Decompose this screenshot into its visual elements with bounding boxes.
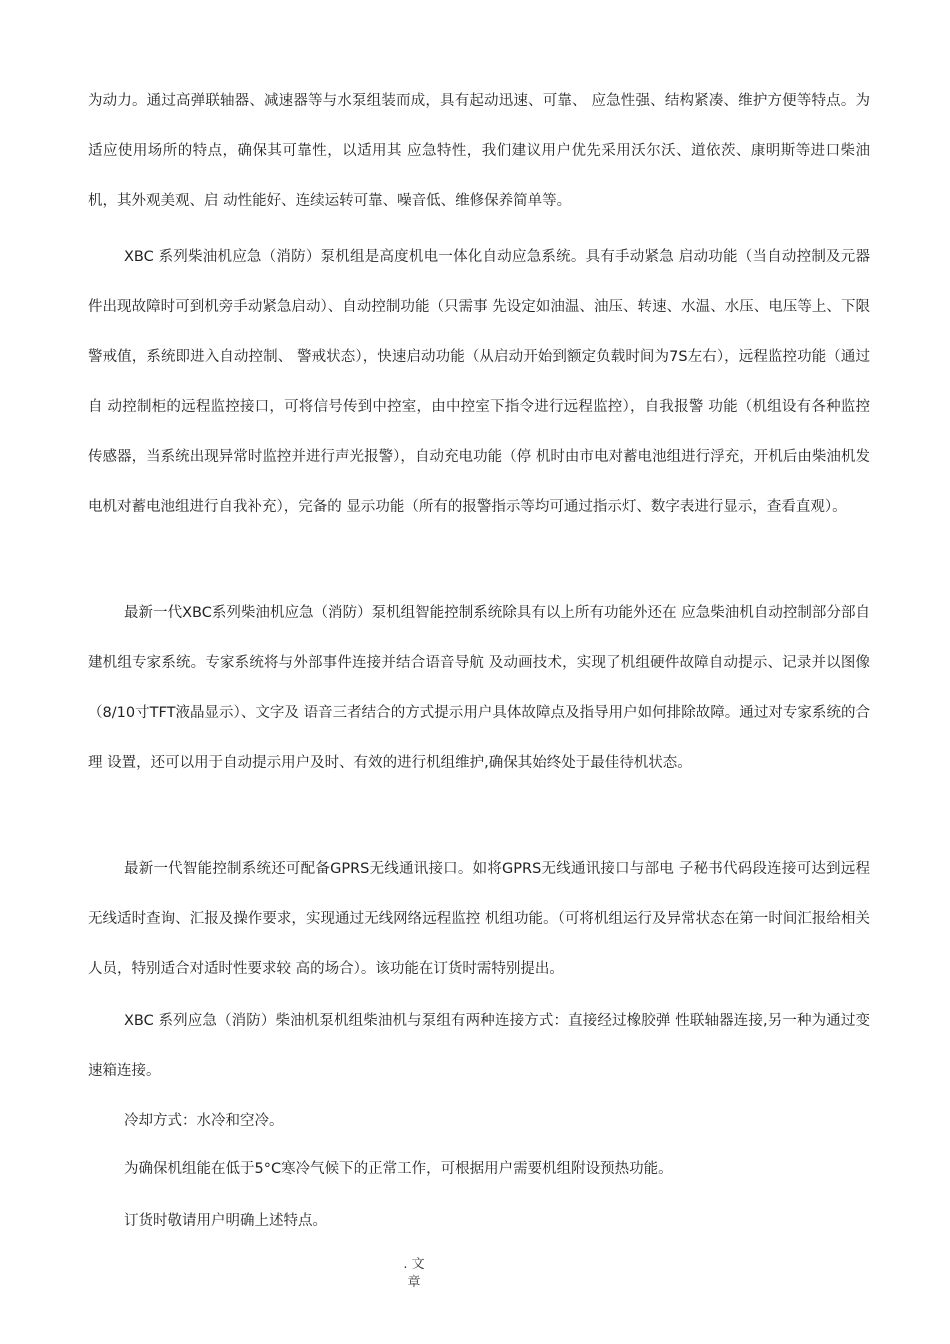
line-order-note: 订货时敬请用户明确上述特点。 — [124, 1213, 327, 1229]
footer-line-1: . 文 — [403, 1257, 425, 1272]
line-preheat-function: 为确保机组能在低于5°C寒冷气候下的正常工作，可根据用户需要机组附设预热功能。 — [124, 1161, 673, 1177]
paragraph-connection-methods: XBC 系列应急（消防）柴油机泵机组柴油机与泵组有两种连接方式：直接经过橡胶弹 性联轴器连接,另一种为通过变速箱连接。 — [88, 1013, 870, 1079]
line-cooling-method: 冷却方式：水冷和空冷。 — [124, 1113, 284, 1129]
paragraph-pump-assembly: 为动力。通过高弹联轴器、减速器等与水泵组装而成，具有起动迅速、可靠、 应急性强、结构紧凑、维护方便等特点。为适应使用场所的特点，确保其可靠性，以适用其 应急特性，我们建议用户优先采用沃尔沃、道依茨、康明斯等进口柴油机，其外观美观、启 动性能好、连续运转可靠、噪音低、维修保养简单等。 — [88, 93, 870, 209]
paragraph-xbc-functions: XBC 系列柴油机应急（消防）泵机组是高度机电一体化自动应急系统。具有手动紧急 启动功能（当自动控制及元器件出现故障时可到机旁手动紧急启动）、自动控制功能（只需事 先设定如油温、油压、转速、水温、水压、电压等上、下限警戒值，系统即进入自动控制、 警戒状态），快速启动功能（从启动开始到额定负载时间为7S左右），远程监控功能（通过自 动控制柜的远程监控接口，可将信号传到中控室，由中控室下指令进行远程监控），自我报警 功能（机组设有各种监控传感器，当系统出现异常时监控并进行声光报警），自动充电功能（停 机时由市电对蓄电池组进行浮充，开机后由柴油机发电机对蓄电池组进行自我补充），完备的 显示功能（所有的报警指示等均可通过指示灯、数字表进行显示，查看直观）。 — [88, 249, 870, 515]
page-footer — [394, 1256, 434, 1292]
footer-line-2: 章 — [407, 1275, 421, 1290]
paragraph-expert-system: 最新一代XBC系列柴油机应急（消防）泵机组智能控制系统除具有以上所有功能外还在 应急柴油机自动控制部分部自建机组专家系统。专家系统将与外部事件连接并结合语音导航 及动画技术，实现了机组硬件故障自动提示、记录并以图像（8/10寸TFT液晶显示）、文字及 语音三者结合的方式提示用户具体故障点及指导用户如何排除故障。通过对专家系统的合理 设置，还可以用于自动提示用户及时、有效的进行机组维护,确保其始终处于最佳待机状态。 — [88, 605, 870, 771]
paragraph-gprs: 最新一代智能控制系统还可配备GPRS无线通讯接口。如将GPRS无线通讯接口与部电 子秘书代码段连接可达到远程无线适时查询、汇报及操作要求，实现通过无线网络远程监控 机组功能。（可将机组运行及异常状态在第一时间汇报给相关人员，特别适合对适时性要求较 高的场合）。该功能在订货时需特别提出。 — [88, 861, 870, 977]
